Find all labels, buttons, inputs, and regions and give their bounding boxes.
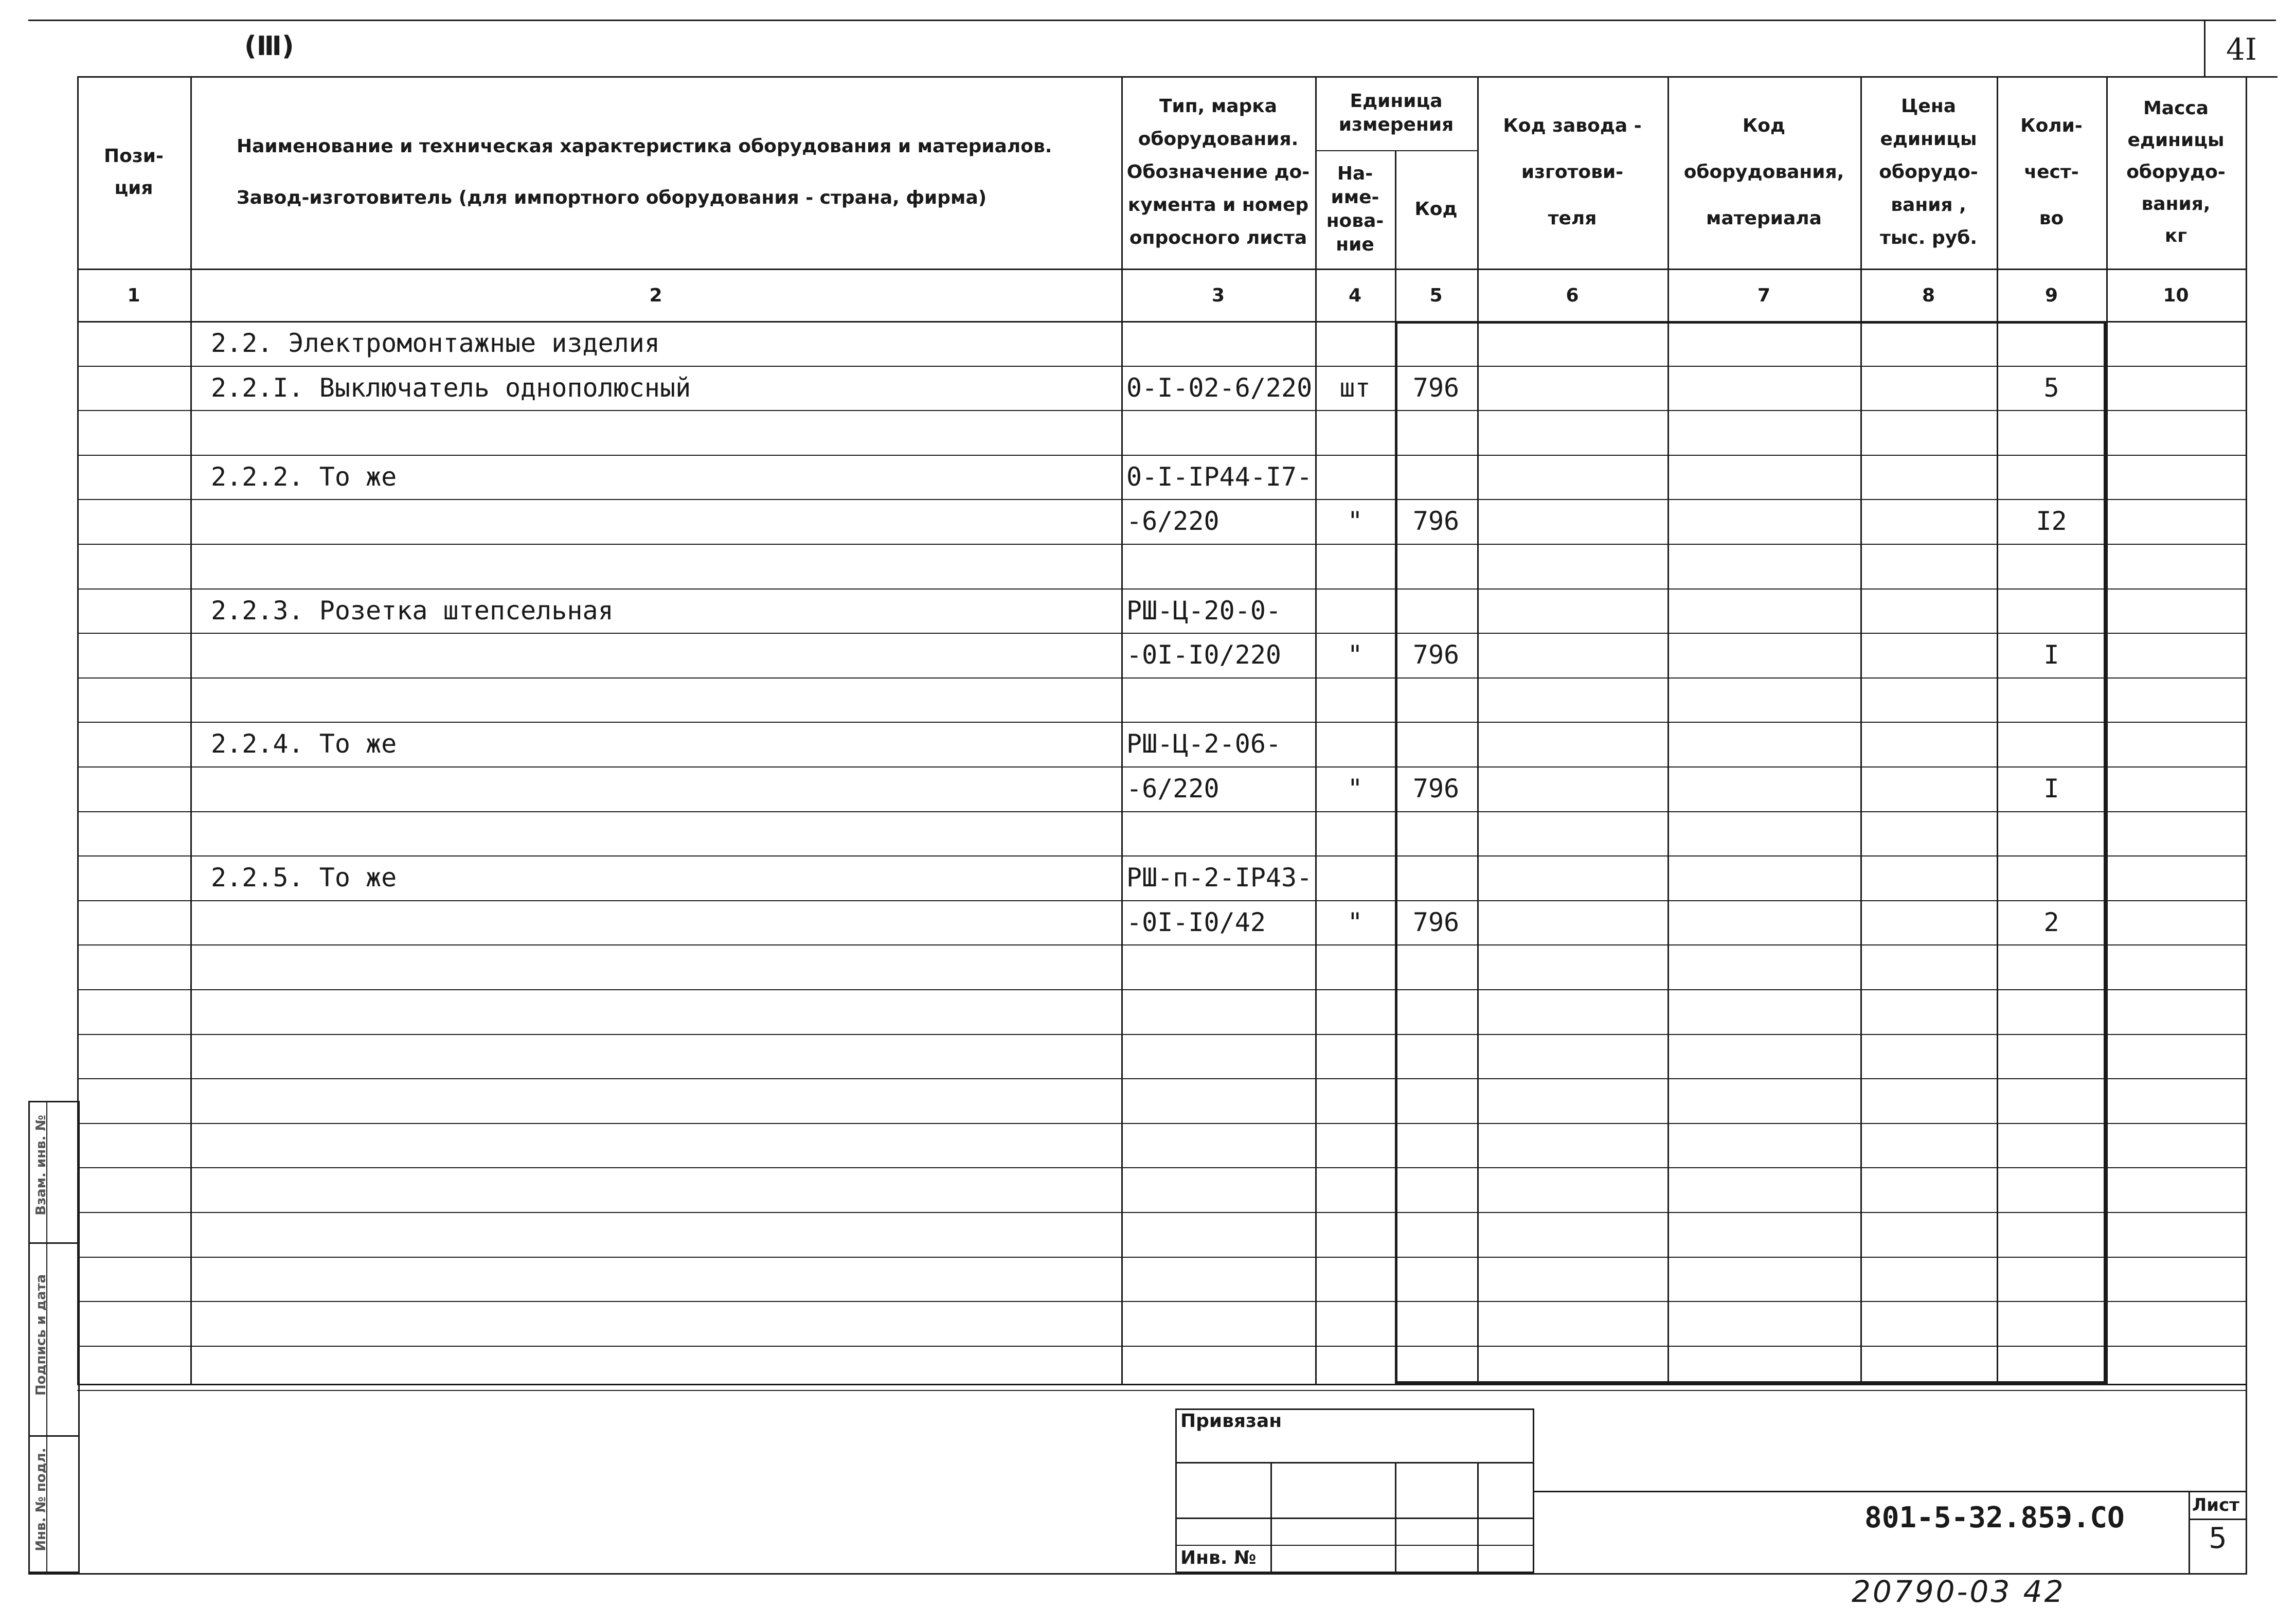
header-unit-name: На- име- нова- ние — [1326, 163, 1384, 255]
side-strip-label-original: Инв. № подл. — [33, 1448, 49, 1551]
header-type: Тип, марка оборудования. Обозначение до- кумента и номер опросного листа — [1126, 96, 1310, 248]
row-code — [1395, 722, 1477, 766]
row-code — [1395, 455, 1477, 499]
row-unit — [1315, 1301, 1395, 1345]
row-unit: " — [1347, 774, 1363, 804]
row-separator — [77, 677, 2246, 679]
row-unit — [1315, 855, 1395, 900]
row-qty — [1997, 722, 2106, 766]
document-code: 801-5-32.85Э.СО — [1864, 1501, 2125, 1534]
row-separator — [77, 1212, 2246, 1213]
row-unit — [1315, 1123, 1395, 1167]
row-unit — [1315, 588, 1395, 633]
row-separator — [77, 989, 2246, 990]
row-type: 0-I-02-6/220 — [1126, 373, 1313, 403]
row-code — [1395, 1123, 1477, 1167]
header-unit-price: Цена единицы оборудо- вания , тыс. руб. — [1879, 96, 1978, 248]
row-separator — [77, 1167, 2246, 1168]
binding-col-1 — [1270, 1462, 1272, 1573]
row-code — [1395, 855, 1477, 900]
row-separator — [77, 1034, 2246, 1035]
header-unit-mass: Масса единицы оборудо- вания, кг — [2126, 98, 2226, 246]
row-code: 796 — [1412, 774, 1460, 804]
colnum-5: 5 — [1429, 284, 1443, 306]
header-unit-group: Единица измерения — [1338, 91, 1454, 135]
header-quantity: Коли- чест- во — [2020, 115, 2083, 229]
row-code — [1395, 1346, 1477, 1390]
row-unit — [1315, 1346, 1395, 1390]
binding-line-2 — [1175, 1518, 1534, 1519]
row-name: 2.2.3. Розетка штепсельная — [211, 596, 614, 626]
colnum-7: 7 — [1757, 284, 1771, 306]
row-qty — [1997, 989, 2106, 1033]
row-unit — [1315, 321, 1395, 365]
row-unit: " — [1347, 506, 1363, 536]
row-qty: I — [2043, 640, 2059, 670]
row-separator — [77, 410, 2246, 411]
binding-col-2 — [1395, 1462, 1396, 1573]
header-name: Наименование и техническая характеристика оборудования и материалов. Завод-изготовитель (для импортного оборудования - страна, фирма) — [237, 136, 1052, 208]
row-qty — [1997, 544, 2106, 588]
row-code — [1395, 989, 1477, 1033]
row-code — [1395, 1301, 1477, 1345]
colnum-2: 2 — [649, 284, 662, 306]
sheet-box-divider — [2189, 1519, 2247, 1520]
section-mark: (Ⅲ) — [244, 31, 294, 62]
row-code — [1395, 677, 1477, 722]
row-separator — [77, 1257, 2246, 1258]
row-name: 2.2. Электромонтажные изделия — [211, 328, 660, 358]
row-qty — [1997, 1212, 2106, 1256]
row-code — [1395, 944, 1477, 989]
row-unit — [1315, 1034, 1395, 1078]
row-code — [1395, 1167, 1477, 1211]
row-name: 2.2.5. То же — [211, 863, 397, 893]
row-unit — [1315, 989, 1395, 1033]
row-unit: " — [1347, 907, 1363, 937]
colnum-4: 4 — [1348, 284, 1362, 306]
row-separator — [77, 811, 2246, 812]
row-code: 796 — [1412, 373, 1460, 403]
row-code — [1395, 321, 1477, 365]
row-unit — [1315, 1212, 1395, 1256]
header-unit-code: Код — [1414, 199, 1458, 220]
row-type: -0I-I0/42 — [1126, 907, 1266, 937]
row-separator — [77, 544, 2246, 545]
row-separator — [77, 1346, 2246, 1347]
row-code — [1395, 811, 1477, 855]
row-qty — [1997, 1346, 2106, 1390]
row-name: 2.2.I. Выключатель однополюсный — [211, 373, 691, 403]
header-position: Пози- ция — [104, 146, 164, 199]
row-type: -6/220 — [1126, 774, 1219, 804]
inventory-label: Инв. № — [1180, 1547, 1257, 1568]
row-unit — [1315, 1167, 1395, 1211]
row-type: 0-I-IP44-I7- — [1126, 462, 1313, 492]
row-type: РШ-Ц-2-06- — [1126, 729, 1282, 759]
row-qty: 5 — [2043, 373, 2059, 403]
side-strip-divider-2 — [28, 1435, 80, 1437]
table-right-line — [2246, 76, 2247, 1384]
side-strip-label-replaced: Взам. инв. № — [33, 1115, 49, 1216]
row-unit — [1315, 677, 1395, 722]
row-qty — [1997, 1034, 2106, 1078]
row-unit: " — [1347, 640, 1363, 670]
row-unit — [1315, 944, 1395, 989]
row-code — [1395, 1078, 1477, 1122]
row-separator — [77, 944, 2246, 945]
row-code — [1395, 1212, 1477, 1256]
row-qty — [1997, 1390, 2106, 1434]
row-qty — [1997, 1167, 2106, 1211]
row-type: -6/220 — [1126, 506, 1219, 536]
colnum-9: 9 — [2044, 284, 2058, 306]
row-unit: шт — [1339, 373, 1371, 403]
row-unit — [1315, 1257, 1395, 1301]
row-unit — [1315, 811, 1395, 855]
row-qty — [1997, 1078, 2106, 1122]
colnum-6: 6 — [1566, 284, 1579, 306]
row-code — [1395, 1034, 1477, 1078]
sheet-label: Лист — [2192, 1495, 2239, 1515]
table-bottom-line — [77, 1384, 2246, 1385]
colnum-3: 3 — [1211, 284, 1225, 306]
row-type: РШ-Ц-20-0- — [1126, 596, 1282, 626]
header-equipment-code: Код оборудования, материала — [1683, 115, 1844, 229]
row-separator — [77, 1123, 2246, 1124]
row-qty: I — [2043, 774, 2059, 804]
row-qty — [1997, 811, 2106, 855]
inventory-code: 20790-03 42 — [1852, 1574, 2066, 1609]
stamp-code-top-line — [1534, 1491, 2247, 1492]
side-strip-label-signature: Подпись и дата — [33, 1274, 49, 1396]
top-border-line — [28, 20, 2276, 21]
row-code: 796 — [1412, 506, 1460, 536]
row-separator — [77, 1078, 2246, 1079]
row-qty — [1997, 677, 2106, 722]
row-qty — [1997, 455, 2106, 499]
colnum-1: 1 — [127, 284, 140, 306]
row-code — [1395, 588, 1477, 633]
row-qty — [1997, 1123, 2106, 1167]
row-qty — [1997, 1257, 2106, 1301]
row-qty — [1997, 588, 2106, 633]
colnum-10: 10 — [2163, 284, 2189, 306]
row-code — [1395, 1257, 1477, 1301]
row-qty — [1997, 855, 2106, 900]
row-name: 2.2.2. То же — [211, 462, 397, 492]
row-code: 796 — [1412, 640, 1460, 670]
corner-number-box — [2204, 20, 2277, 78]
sheet-number: 5 — [2209, 1522, 2227, 1555]
binding-line-1 — [1175, 1462, 1534, 1464]
side-strip-divider-1 — [28, 1242, 80, 1244]
row-name: 2.2.4. То же — [211, 729, 397, 759]
row-qty — [1997, 944, 2106, 989]
row-qty: I2 — [2036, 506, 2067, 536]
row-unit — [1315, 410, 1395, 454]
row-type: РШ-п-2-IP43- — [1126, 863, 1313, 893]
row-type: -0I-I0/220 — [1126, 640, 1282, 670]
row-qty: 2 — [2043, 907, 2059, 937]
corner-number: 4I — [2226, 32, 2257, 67]
row-code — [1395, 544, 1477, 588]
colnum-8: 8 — [1922, 284, 1935, 306]
binding-line-3 — [1175, 1545, 1534, 1546]
row-qty — [1997, 1301, 2106, 1345]
binding-label: Привязан — [1180, 1411, 1282, 1432]
row-qty — [1997, 321, 2106, 365]
row-unit — [1315, 1078, 1395, 1122]
row-qty — [1997, 410, 2106, 454]
row-unit — [1315, 544, 1395, 588]
header-factory-code: Код завода - изготови- теля — [1503, 115, 1642, 229]
row-separator — [77, 1301, 2246, 1302]
row-code — [1395, 410, 1477, 454]
row-code: 796 — [1412, 907, 1460, 937]
row-unit — [1315, 722, 1395, 766]
binding-col-3 — [1477, 1462, 1479, 1573]
row-unit — [1315, 455, 1395, 499]
row-separator — [77, 1390, 2246, 1391]
